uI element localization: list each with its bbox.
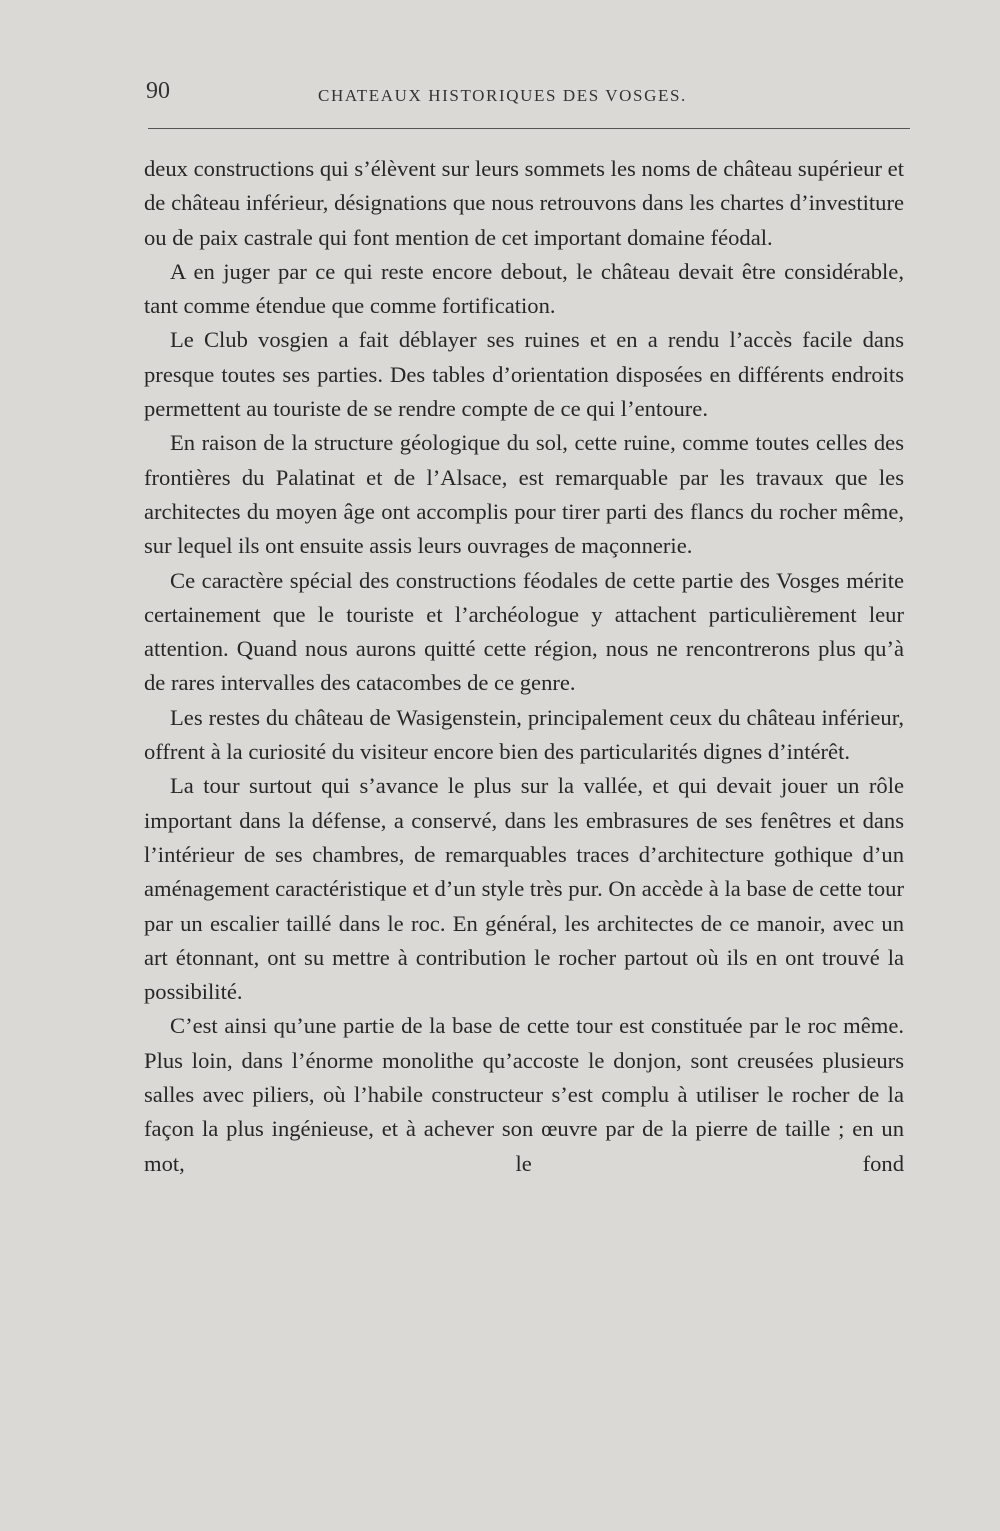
paragraph-1: deux constructions qui s’élèvent sur leurs sommets les noms de château supérieur et de château inférieur, désignations que nous retrouvons dans les chartes d’investiture ou de paix castrale qui font mention de cet important domaine féodal. [144, 156, 904, 250]
header-rule [148, 128, 910, 129]
running-title: CHATEAUX HISTORIQUES DES VOSGES. [318, 86, 687, 105]
paragraph-2: A en juger par ce qui reste encore debout, le château devait être considérable, tant comme étendue que comme fortification. [144, 258, 904, 319]
paragraph-4: En raison de la structure géologique du sol, cette ruine, comme toutes celles des frontières du Palatinat et de l’Alsace, est remarquable par les travaux que les architectes du moyen âge ont accomplis pour tirer parti des flancs du rocher même, sur lequel ils ont ensuite assis leurs ouvrages de maçonnerie. [144, 430, 904, 559]
body-text [144, 152, 904, 1181]
page-number: 90 [146, 78, 170, 104]
paragraph-8: C’est ainsi qu’une partie de la base de cette tour est constituée par le roc même. Plus loin, dans l’énorme monolithe qu’accoste le donjon, sont creusées plusieurs salles avec piliers, où l’habile constructeur s’est complu à utiliser le rocher de la façon la plus ingénieuse, et à achever son œuvre par de la pierre de taille ; en un mot, le fond [144, 1013, 904, 1176]
paragraph-6: Les restes du château de Wasigenstein, principalement ceux du château inférieur, offrent à la curiosité du visiteur encore bien des particularités dignes d’intérêt. [144, 704, 904, 765]
paragraph-5: Ce caractère spécial des constructions féodales de cette partie des Vosges mérite certainement que le touriste et l’archéologue y attachent particulièrement leur attention. Quand nous aurons quitté cette région, nous ne rencontrerons plus qu’à de rares intervalles des catacombes de ce genre. [144, 567, 904, 696]
paragraph-3: Le Club vosgien a fait déblayer ses ruines et en a rendu l’accès facile dans presque toutes ses parties. Des tables d’orientation disposées en différents endroits permettent au touriste de se rendre compte de ce qui l’entoure. [144, 327, 904, 422]
paragraph-7: La tour surtout qui s’avance le plus sur la vallée, et qui devait jouer un rôle important dans la défense, a conservé, dans les embrasures de ses fenêtres et dans l’intérieur de ses chambres, de remarquables traces d’architecture gothique d’un aménagement caractéristique et d’un style très pur. On accède à la base de cette tour par un escalier taillé dans le roc. En général, les architectes de ce manoir, avec un art étonnant, ont su mettre à contribution le rocher partout où ils en ont trouvé la possibilité. [144, 773, 904, 1005]
